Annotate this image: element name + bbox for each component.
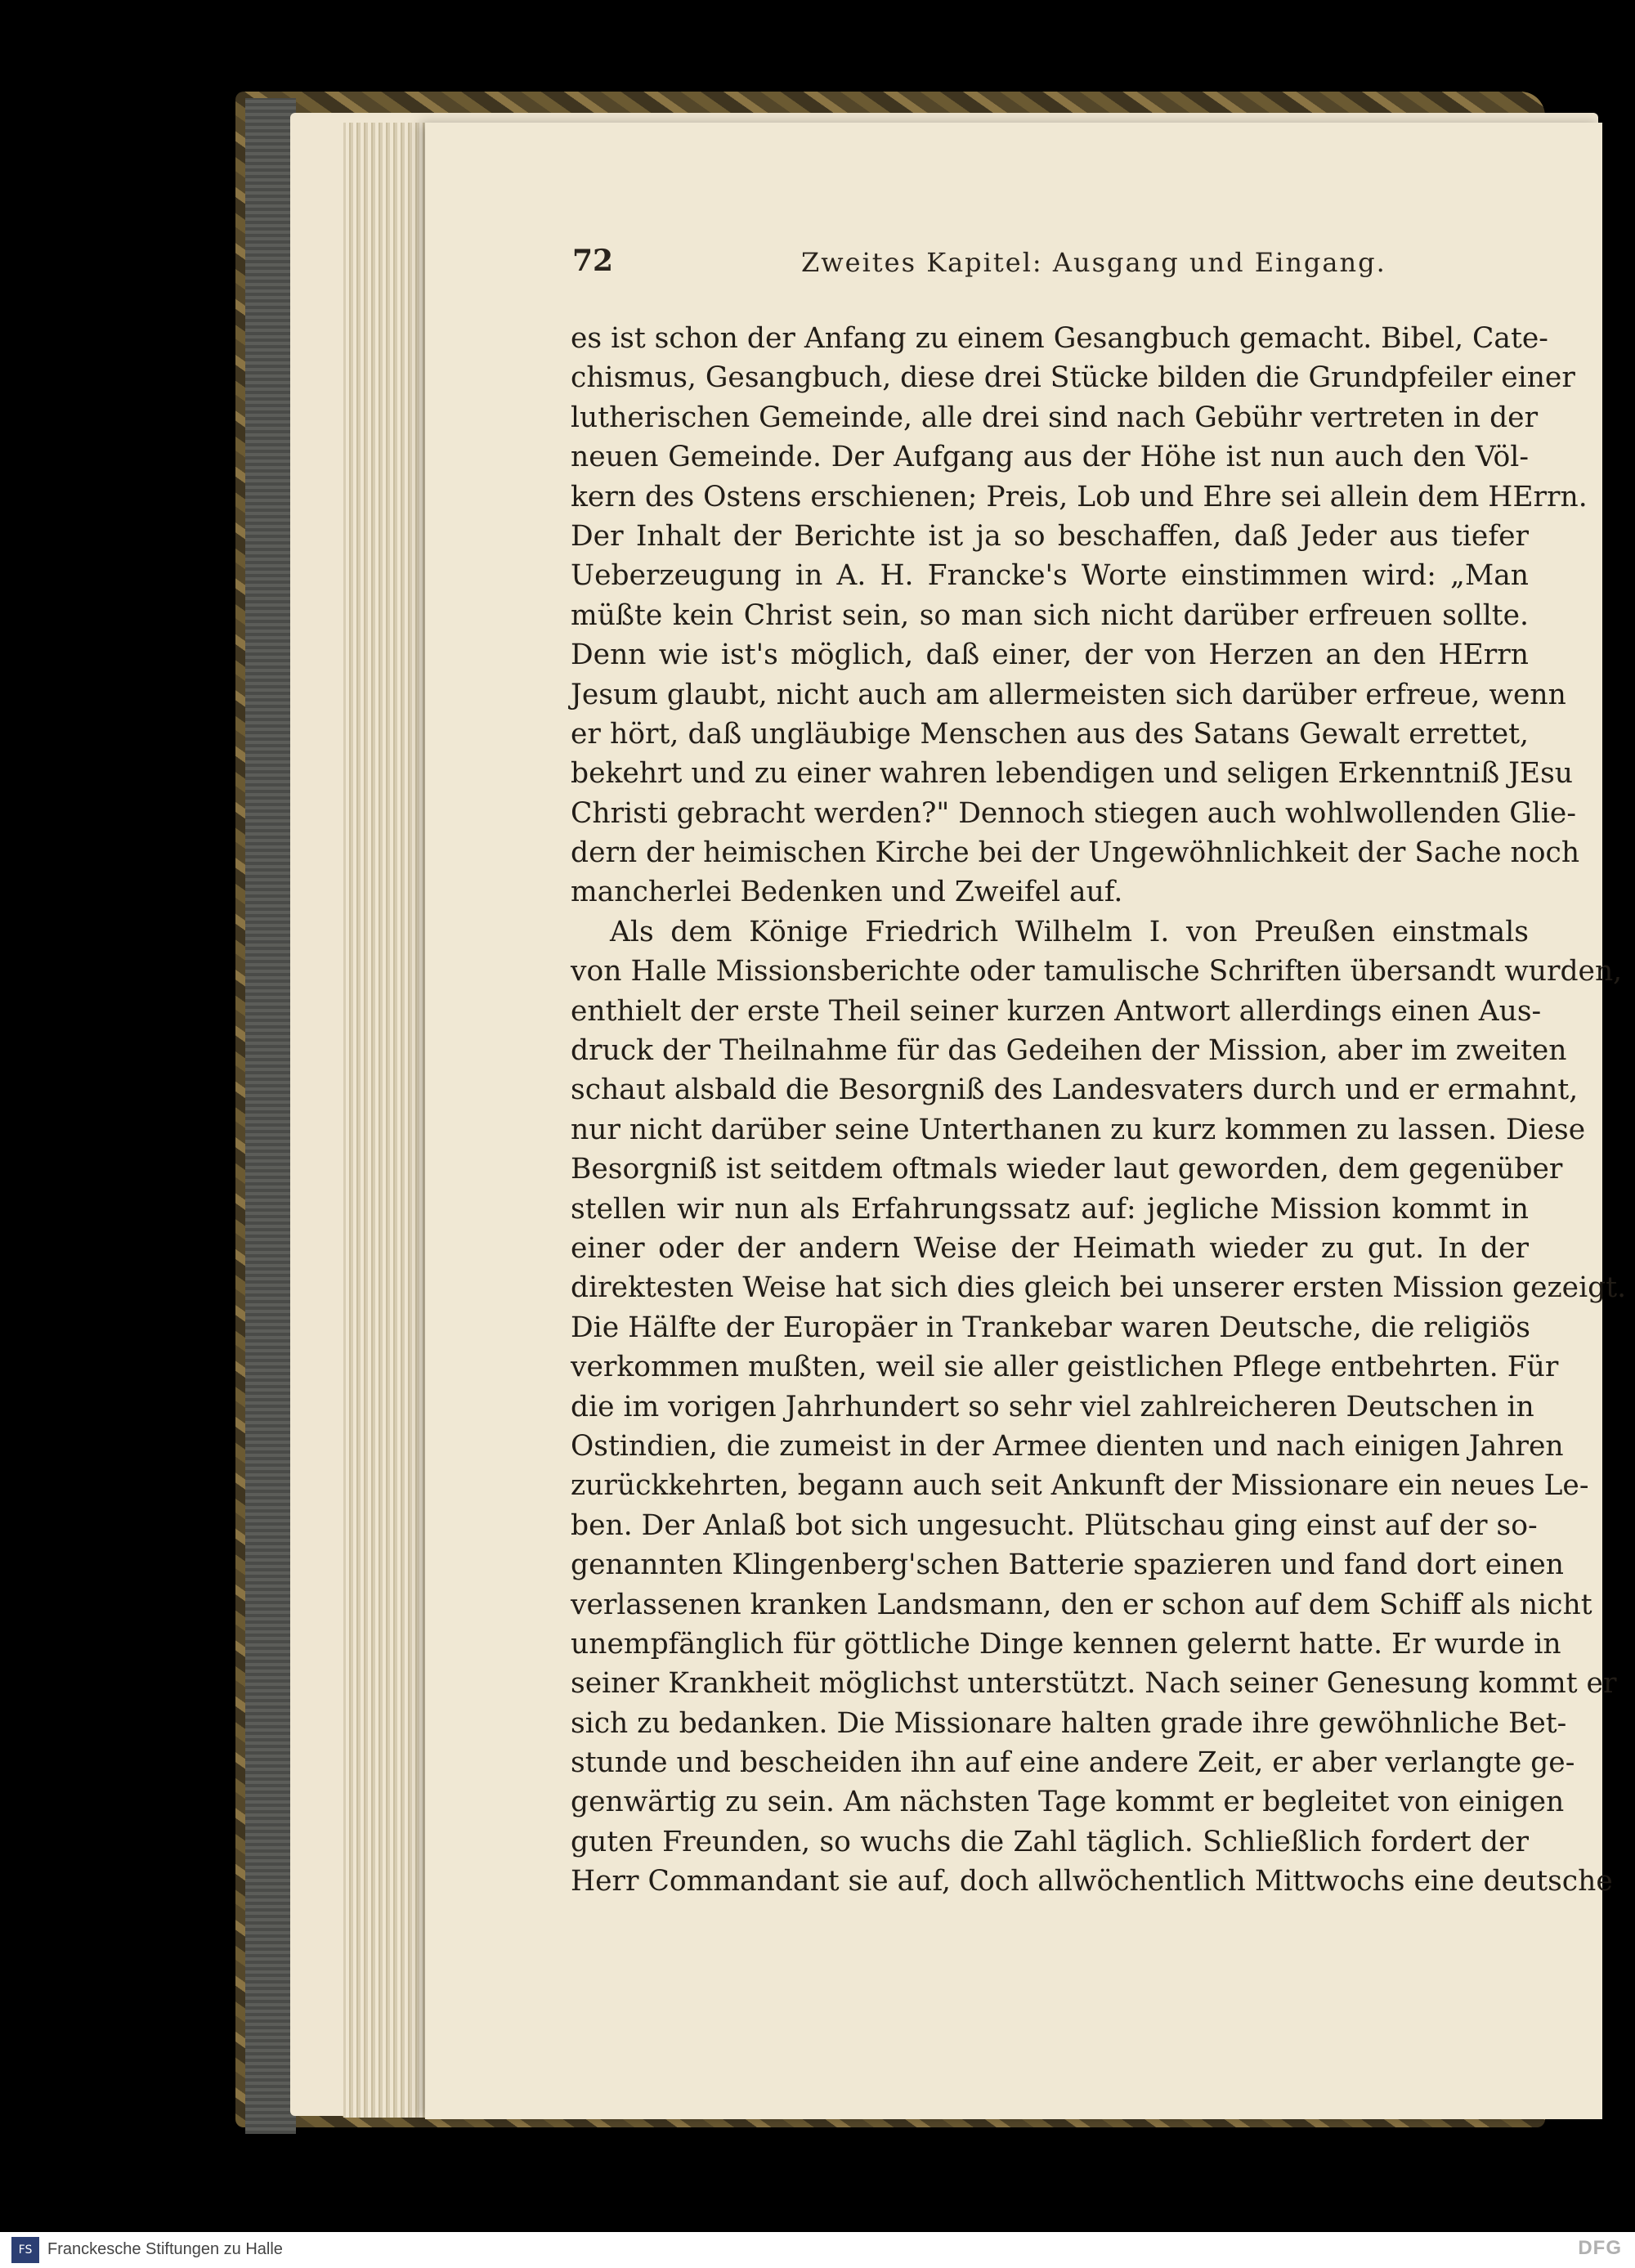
text-line: einer oder der andern Weise der Heimath wieder zu gut. In der — [571, 1231, 1529, 1265]
institution-logo-icon[interactable]: FS — [11, 2237, 39, 2263]
text-line: druck der Theilnahme für das Gedeihen der Mission, aber im zweiten — [571, 1034, 1567, 1068]
text-line: Christi gebracht werden?" Dennoch stiegen auch wohlwollenden Glie- — [571, 796, 1576, 830]
text-line: chismus, Gesangbuch, diese drei Stücke bilden die Grundpfeiler einer — [571, 361, 1575, 395]
text-line: zurückkehrten, begann auch seit Ankunft der Missionare ein neues Le- — [571, 1469, 1589, 1503]
page-number: 72 — [572, 244, 614, 278]
text-line: stunde und bescheiden ihn auf eine andere Zeit, er aber verlangte ge- — [571, 1746, 1575, 1780]
book-page — [425, 123, 1627, 2119]
running-head: Zweites Kapitel: Ausgang und Eingang. — [801, 247, 1386, 278]
text-line: bekehrt und zu einer wahren lebendigen und seligen Erkenntniß JEsu — [571, 757, 1574, 791]
text-line: dern der heimischen Kirche bei der Ungewöhnlichkeit der Sache noch — [571, 836, 1580, 870]
page-header — [572, 244, 1561, 293]
text-line: enthielt der erste Theil seiner kurzen Antwort allerdings einen Aus- — [571, 994, 1542, 1028]
text-line: Als dem Könige Friedrich Wilhelm I. von Preußen einstmals — [610, 915, 1529, 948]
text-line: stellen wir nun als Erfahrungssatz auf: jegliche Mission kommt in — [571, 1192, 1529, 1226]
text-line: Der Inhalt der Berichte ist ja so beschaffen, daß Jeder aus tiefer — [571, 519, 1529, 553]
text-line: es ist schon der Anfang zu einem Gesangbuch gemacht. Bibel, Cate- — [571, 322, 1548, 355]
text-line: Ueberzeugung in A. H. Francke's Worte einstimmen wird: „Man — [571, 559, 1529, 593]
text-line: Jesum glaubt, nicht auch am allermeisten sich darüber erfreue, wenn — [571, 678, 1566, 711]
text-line: kern des Ostens erschienen; Preis, Lob und Ehre sei allein dem HErrn. — [571, 480, 1588, 513]
text-line: seiner Krankheit möglichst unterstützt. Nach seiner Genesung kommt er — [571, 1667, 1617, 1701]
text-line: Ostindien, die zumeist in der Armee dienten und nach einigen Jahren — [571, 1429, 1564, 1463]
text-line: Besorgniß ist seitdem oftmals wieder laut geworden, dem gegenüber — [571, 1153, 1563, 1186]
text-line: müßte kein Christ sein, so man sich nicht darüber erfreuen sollte. — [571, 598, 1529, 632]
book-spine — [245, 98, 296, 2134]
text-line: verkommen mußten, weil sie aller geistlichen Pflege entbehrten. Für — [571, 1351, 1559, 1384]
text-line: nur nicht darüber seine Unterthanen zu kurz kommen zu lassen. Diese — [571, 1113, 1586, 1146]
viewer-footer — [0, 2232, 1635, 2268]
text-line: Die Hälfte der Europäer in Trankebar waren Deutsche, die religiös — [571, 1311, 1530, 1344]
institution-label: Franckesche Stiftungen zu Halle — [47, 2240, 283, 2258]
body-text — [571, 319, 1627, 1902]
text-line: verlassenen kranken Landsmann, den er schon auf dem Schiff als nicht — [571, 1588, 1592, 1621]
text-line: sich zu bedanken. Die Missionare halten grade ihre gewöhnliche Bet- — [571, 1706, 1567, 1740]
text-line: genwärtig zu sein. Am nächsten Tage kommt er begleitet von einigen — [571, 1786, 1565, 1819]
text-line: er hört, daß ungläubige Menschen aus des Satans Gewalt errettet, — [571, 717, 1529, 751]
text-line: von Halle Missionsberichte oder tamulische Schriften übersandt wurden, — [571, 955, 1623, 988]
text-line: unempfänglich für göttliche Dinge kennen gelernt hatte. Er wurde in — [571, 1627, 1561, 1661]
text-line: die im vorigen Jahrhundert so sehr viel zahlreicheren Deutschen in — [571, 1390, 1534, 1423]
dfg-logo[interactable]: DFG — [1578, 2237, 1622, 2259]
text-line: genannten Klingenberg'schen Batterie spazieren und fand dort einen — [571, 1549, 1565, 1582]
text-line: neuen Gemeinde. Der Aufgang aus der Höhe ist nun auch den Völ- — [571, 441, 1529, 474]
text-line: schaut alsbald die Besorgniß des Landesvaters durch und er ermahnt, — [571, 1073, 1579, 1107]
text-line: mancherlei Bedenken und Zweifel auf. — [571, 876, 1123, 909]
text-line: direktesten Weise hat sich dies gleich bei unserer ersten Mission gezeigt. — [571, 1271, 1627, 1305]
text-line: lutherischen Gemeinde, alle drei sind nach Gebühr vertreten in der — [571, 401, 1539, 434]
text-line: ben. Der Anlaß bot sich ungesucht. Plütschau ging einst auf der so- — [571, 1508, 1538, 1542]
text-line: Herr Commandant sie auf, doch allwöchentlich Mittwochs eine deutsche — [571, 1865, 1613, 1898]
text-line: Denn wie ist's möglich, daß einer, der von Herzen an den HErrn — [571, 639, 1529, 672]
text-line: guten Freunden, so wuchs die Zahl täglich. Schließlich fordert der — [571, 1825, 1529, 1858]
